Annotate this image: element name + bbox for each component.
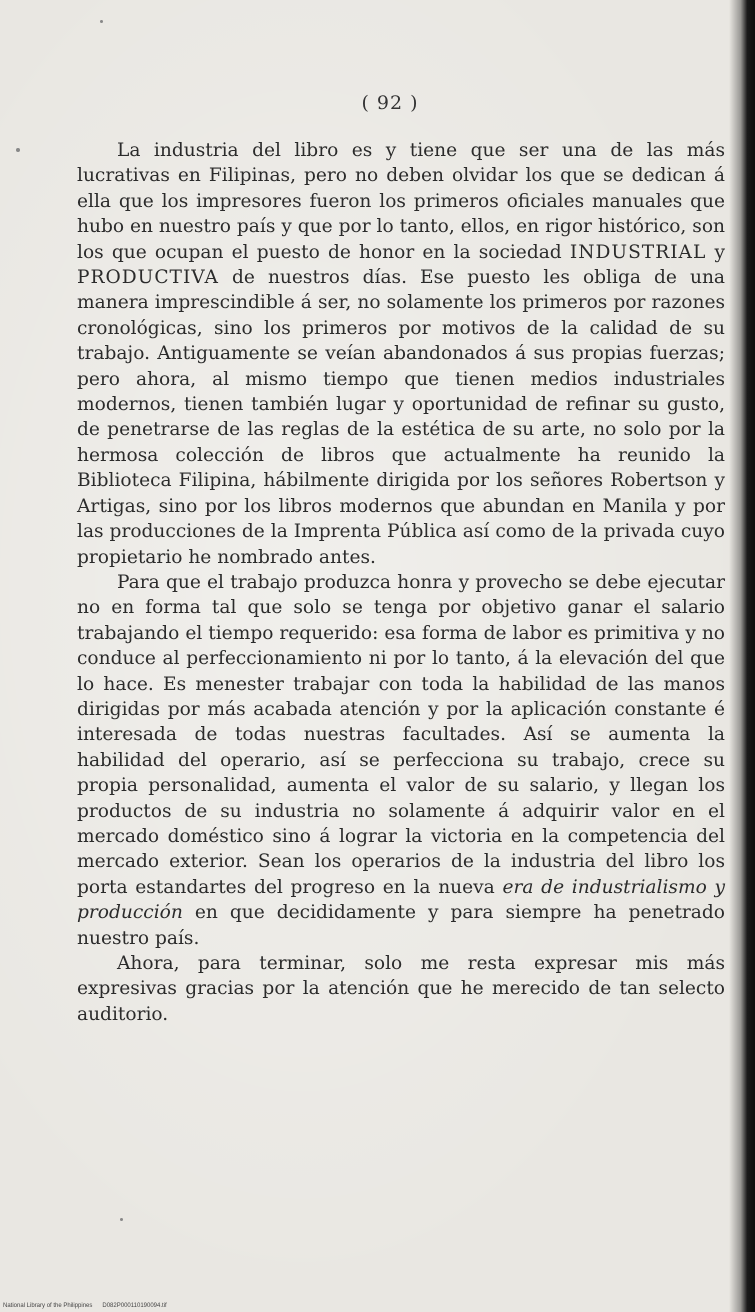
library-credit: National Library of the Philippines (3, 1303, 93, 1309)
paper-speck (120, 1218, 123, 1221)
paragraph-2 (77, 570, 725, 951)
italic-phrase: era de industrialismo y producción (77, 876, 726, 924)
paragraph-1-text-b: de nuestros días. Ese puesto les obliga de una manera imprescindible á ser, no solamente los primeros por razones cronológicas, sino los primeros por motivos de la calidad de su trabajo. Antiguamente se veían abandonados á sus propias fuerzas; pero ahora, al mismo tiempo que tienen medios industriales modernos, tienen también lugar y oportunidad de refinar su gusto, de penetrarse de las reglas de la estética de su arte, no solo por la hermosa colección de libros que actualmente ha reunido la Biblioteca Filipina, hábilmente dirigida por los señores Robertson y Artigas, sino por los libros modernos que abundan en Manila y por las producciones de la Imprenta Pública así como de la privada cuyo propietario he nombrado antes. (77, 267, 725, 568)
scan-footer (3, 1303, 167, 1309)
page-number: ( 92 ) (361, 92, 419, 114)
paragraph-1 (77, 138, 725, 570)
body-text (77, 138, 725, 1027)
page-binding-shadow (729, 0, 755, 1312)
paragraph-2-text-b: en que decididamente y para siempre ha penetrado nuestro país. (77, 902, 725, 949)
emphasis-productiva: PRODUCTIVA (77, 267, 219, 289)
paragraph-2-text-a: Para que el trabajo produzca honra y provecho se debe ejecutar no en forma tal que solo se tenga por objetivo ganar el salario trabajando el tiempo requerido: esa forma de labor es primitiva y no conduce al perfeccionamiento ni por lo tanto, á la elevación del que lo hace. Es menester trabajar con toda la habilidad de las manos dirigidas por más acabada atención y por la aplicación constante é interesada de todas nuestras facultades. Así se aumenta la habilidad del operario, así se perfecciona su trabajo, crece su propia personalidad, aumenta el valor de su salario, y llegan los productos de su industria no solamente á adquirir valor en el mercado doméstico sino á lograr la victoria en la competencia del mercado exterior. Sean los operarios de la industria del libro los porta estandartes del progreso en la nueva (77, 571, 725, 898)
paragraph-3: Ahora, para terminar, solo me resta expresar mis más expresivas gracias por la atención que he merecido de tan selecto auditorio. (77, 953, 725, 1025)
paper-speck (16, 148, 20, 152)
paragraph-1-text-a: La industria del libro es y tiene que ser una de las más lucrativas en Filipinas, pero no deben olvidar los que se dedican á ella que los impresores fueron los primeros oficiales manuales que hubo en nuestro país y que por lo tanto, ellos, en rigor histórico, son los que ocupan el puesto de honor en la sociedad (77, 140, 725, 263)
record-id: D082P000110190094.tif (102, 1303, 167, 1309)
paper-speck (100, 20, 103, 23)
paragraph-1-joiner: y (706, 241, 725, 263)
emphasis-industrial: INDUSTRIAL (569, 241, 707, 263)
